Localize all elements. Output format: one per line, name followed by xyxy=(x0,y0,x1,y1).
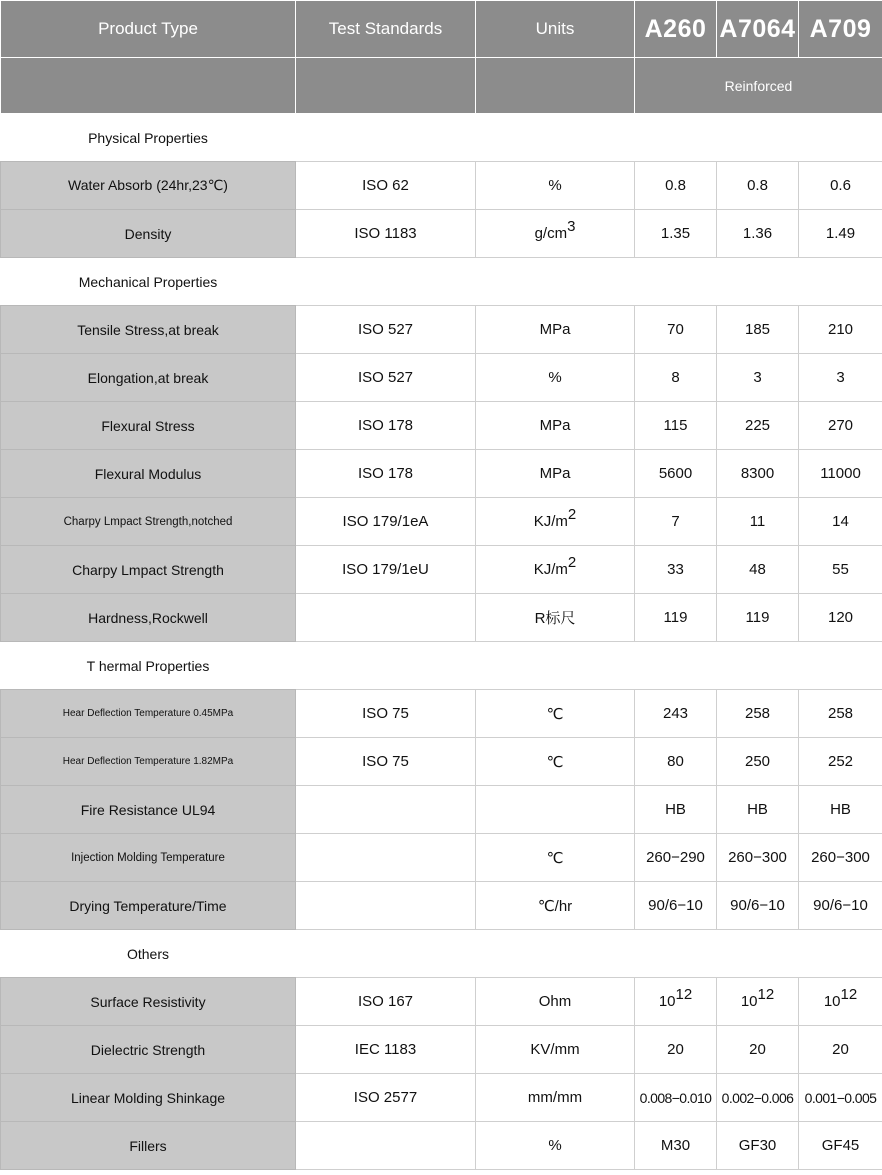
test-standard: ISO 167 xyxy=(296,978,476,1026)
value-cell xyxy=(717,786,799,834)
value-text: 119 xyxy=(745,609,770,626)
table-row xyxy=(1,498,882,546)
value-text: 90/6−10 xyxy=(730,897,785,914)
value-text: 8 xyxy=(671,369,680,386)
test-standard xyxy=(296,882,476,930)
value-text: 185 xyxy=(744,321,771,338)
value-cell xyxy=(799,1074,882,1122)
grade-header-a709: A709 xyxy=(799,1,882,58)
test-standard: ISO 75 xyxy=(296,690,476,738)
property-name: Surface Resistivity xyxy=(1,978,296,1026)
table-row xyxy=(1,162,882,210)
value-text: HB xyxy=(665,801,686,818)
value-cell xyxy=(717,1026,799,1074)
property-name: Elongation,at break xyxy=(1,354,296,402)
value-text: HB xyxy=(830,801,851,818)
value-cell xyxy=(799,1026,882,1074)
property-name: Hear Deflection Temperature 0.45MPa xyxy=(1,690,296,738)
property-name: Injection Molding Temperature xyxy=(1,834,296,882)
value-cell xyxy=(635,594,717,642)
value-text: 260−300 xyxy=(728,849,787,866)
value-cell xyxy=(635,162,717,210)
unit-superscript: 3 xyxy=(567,218,576,235)
value-cell xyxy=(799,306,882,354)
value-cell xyxy=(717,978,799,1026)
unit-text: % xyxy=(548,1137,562,1154)
value-text: 33 xyxy=(667,561,684,578)
unit xyxy=(476,546,635,594)
reinforced-label: Reinforced xyxy=(635,58,882,114)
test-standard: ISO 178 xyxy=(296,450,476,498)
value-text: 119 xyxy=(663,609,688,626)
value-text: 258 xyxy=(827,705,854,722)
value-cell xyxy=(799,402,882,450)
value-cell xyxy=(799,786,882,834)
unit-superscript: 2 xyxy=(567,506,577,523)
unit xyxy=(476,162,635,210)
section-spacer xyxy=(296,114,882,162)
property-name: Flexural Modulus xyxy=(1,450,296,498)
value-text: 20 xyxy=(667,1041,684,1058)
value-text: 3 xyxy=(836,369,845,386)
value-text: 80 xyxy=(667,753,684,770)
property-name: Water Absorb (24hr,23℃) xyxy=(1,162,296,210)
value-text: GF30 xyxy=(738,1137,777,1154)
property-name: Hear Deflection Temperature 1.82MPa xyxy=(1,738,296,786)
value-text: 0.002−0.006 xyxy=(721,1089,794,1106)
value-cell xyxy=(635,306,717,354)
value-cell xyxy=(635,450,717,498)
value-text: 10 xyxy=(823,993,841,1010)
test-standard xyxy=(296,834,476,882)
unit-text: % xyxy=(548,369,562,386)
value-text: 0.8 xyxy=(665,177,686,194)
unit xyxy=(476,1122,635,1170)
product-type-header: Product Type xyxy=(1,1,296,58)
value-cell xyxy=(799,210,882,258)
value-superscript: 12 xyxy=(840,986,858,1003)
value-cell xyxy=(635,786,717,834)
value-text: 7 xyxy=(671,513,680,530)
table-row xyxy=(1,978,882,1026)
test-standard: ISO 62 xyxy=(296,162,476,210)
value-text: 1.36 xyxy=(742,225,773,242)
test-standard: ISO 178 xyxy=(296,402,476,450)
table-row xyxy=(1,1026,882,1074)
unit xyxy=(476,450,635,498)
property-name: Fillers xyxy=(1,1122,296,1170)
value-cell xyxy=(717,210,799,258)
value-text: 0.8 xyxy=(747,177,768,194)
value-cell xyxy=(799,882,882,930)
value-text: 1.49 xyxy=(825,225,856,242)
test-standard: ISO 1183 xyxy=(296,210,476,258)
value-text: HB xyxy=(747,801,768,818)
value-cell xyxy=(635,402,717,450)
value-cell xyxy=(717,1074,799,1122)
value-text: 210 xyxy=(827,321,854,338)
grade-header-a260: A260 xyxy=(635,1,717,58)
section-row xyxy=(1,258,882,306)
value-cell xyxy=(635,210,717,258)
unit xyxy=(476,786,635,834)
value-text: 260−300 xyxy=(811,849,870,866)
value-text: 1.35 xyxy=(660,225,691,242)
value-text: 8300 xyxy=(740,465,775,482)
section-title: Physical Properties xyxy=(88,129,208,146)
property-name: Tensile Stress,at break xyxy=(1,306,296,354)
table-row xyxy=(1,450,882,498)
property-name: Linear Molding Shinkage xyxy=(1,1074,296,1122)
test-standard: ISO 527 xyxy=(296,354,476,402)
value-cell xyxy=(717,162,799,210)
subheader-empty xyxy=(1,58,296,114)
property-name: Drying Temperature/Time xyxy=(1,882,296,930)
test-standards-header: Test Standards xyxy=(296,1,476,58)
value-text: 0.6 xyxy=(830,177,851,194)
unit xyxy=(476,306,635,354)
value-text: 250 xyxy=(744,753,771,770)
value-superscript: 12 xyxy=(675,986,693,1003)
unit-text: MPa xyxy=(539,465,571,482)
value-text: 0.008−0.010 xyxy=(639,1089,712,1106)
unit-text: Ohm xyxy=(538,993,572,1010)
value-cell xyxy=(635,546,717,594)
unit xyxy=(476,1026,635,1074)
units-header: Units xyxy=(476,1,635,58)
value-cell xyxy=(717,546,799,594)
value-cell xyxy=(799,450,882,498)
value-cell xyxy=(635,1122,717,1170)
subheader-row xyxy=(1,58,882,114)
table-row xyxy=(1,882,882,930)
section-spacer xyxy=(296,258,882,306)
value-cell xyxy=(635,498,717,546)
value-cell xyxy=(799,738,882,786)
section-row xyxy=(1,114,882,162)
value-text: 48 xyxy=(749,561,766,578)
table-row xyxy=(1,690,882,738)
value-cell xyxy=(799,834,882,882)
section-title: T hermal Properties xyxy=(86,657,210,674)
value-cell xyxy=(717,450,799,498)
table-row xyxy=(1,1122,882,1170)
table-row xyxy=(1,834,882,882)
value-cell xyxy=(717,594,799,642)
test-standard xyxy=(296,1122,476,1170)
value-cell xyxy=(717,1122,799,1170)
unit-superscript: 2 xyxy=(567,554,577,571)
value-text: 20 xyxy=(749,1041,766,1058)
unit-text: KJ/m xyxy=(533,561,568,578)
unit xyxy=(476,402,635,450)
value-text: 70 xyxy=(667,321,684,338)
unit-text: ℃ xyxy=(546,753,564,771)
unit xyxy=(476,978,635,1026)
value-cell xyxy=(799,1122,882,1170)
unit-text: ℃ xyxy=(546,705,564,723)
property-name: Fire Resistance UL94 xyxy=(1,786,296,834)
unit xyxy=(476,1074,635,1122)
test-standard: ISO 75 xyxy=(296,738,476,786)
value-text: M30 xyxy=(660,1137,691,1154)
table-row xyxy=(1,1074,882,1122)
section-row xyxy=(1,930,882,978)
table-row xyxy=(1,402,882,450)
subheader-empty xyxy=(476,58,635,114)
value-text: 225 xyxy=(744,417,771,434)
table-row xyxy=(1,786,882,834)
value-text: 90/6−10 xyxy=(648,897,703,914)
value-text: 270 xyxy=(827,417,854,434)
table-row xyxy=(1,738,882,786)
test-standard: ISO 2577 xyxy=(296,1074,476,1122)
value-cell xyxy=(717,834,799,882)
grade-header-a7064: A7064 xyxy=(717,1,799,58)
value-text: 243 xyxy=(662,705,689,722)
section-spacer xyxy=(296,642,882,690)
value-text: 20 xyxy=(832,1041,849,1058)
value-cell xyxy=(799,498,882,546)
table-row xyxy=(1,546,882,594)
value-cell xyxy=(799,594,882,642)
section-title: Mechanical Properties xyxy=(78,273,218,290)
value-cell xyxy=(635,978,717,1026)
value-cell xyxy=(717,402,799,450)
value-superscript: 12 xyxy=(757,986,775,1003)
unit-text: KJ/m xyxy=(533,513,568,530)
property-name: Hardness,Rockwell xyxy=(1,594,296,642)
unit-text: g/cm xyxy=(534,225,568,242)
test-standard: ISO 179/1eA xyxy=(296,498,476,546)
section-spacer xyxy=(296,930,882,978)
unit-text: KV/mm xyxy=(530,1041,580,1058)
value-cell xyxy=(635,834,717,882)
value-cell xyxy=(635,1074,717,1122)
value-cell xyxy=(799,354,882,402)
value-text: 0.001−0.005 xyxy=(804,1089,877,1106)
unit xyxy=(476,594,635,642)
unit-text: % xyxy=(548,177,562,194)
unit xyxy=(476,210,635,258)
unit xyxy=(476,690,635,738)
section-row xyxy=(1,642,882,690)
test-standard: ISO 527 xyxy=(296,306,476,354)
value-text: 90/6−10 xyxy=(813,897,868,914)
test-standard: IEC 1183 xyxy=(296,1026,476,1074)
value-text: 258 xyxy=(744,705,771,722)
unit xyxy=(476,834,635,882)
value-cell xyxy=(799,162,882,210)
value-cell xyxy=(635,738,717,786)
test-standard xyxy=(296,786,476,834)
unit xyxy=(476,882,635,930)
value-text: 14 xyxy=(832,513,849,530)
unit-text: ℃/hr xyxy=(537,897,573,915)
value-cell xyxy=(717,738,799,786)
value-text: GF45 xyxy=(821,1137,860,1154)
value-cell xyxy=(717,354,799,402)
value-text: 11 xyxy=(749,513,766,530)
value-text: 5600 xyxy=(658,465,693,482)
table-row xyxy=(1,594,882,642)
unit-text: MPa xyxy=(539,417,571,434)
value-cell xyxy=(635,1026,717,1074)
value-cell xyxy=(635,354,717,402)
value-text: 10 xyxy=(740,993,758,1010)
test-standard xyxy=(296,594,476,642)
test-standard: ISO 179/1eU xyxy=(296,546,476,594)
value-cell xyxy=(635,690,717,738)
property-name: Charpy Lmpact Strength xyxy=(1,546,296,594)
value-cell xyxy=(799,690,882,738)
value-text: 11000 xyxy=(820,465,861,482)
value-text: 3 xyxy=(753,369,762,386)
table-row xyxy=(1,306,882,354)
unit-text: mm/mm xyxy=(527,1089,583,1106)
property-name: Flexural Stress xyxy=(1,402,296,450)
property-name: Dielectric Strength xyxy=(1,1026,296,1074)
header-row xyxy=(1,1,882,58)
section-title: Others xyxy=(126,945,169,962)
unit-text: ℃ xyxy=(546,849,564,867)
value-text: 252 xyxy=(827,753,854,770)
unit-text: R标尺 xyxy=(534,610,576,627)
value-text: 120 xyxy=(827,609,854,626)
value-cell xyxy=(717,498,799,546)
value-cell xyxy=(635,882,717,930)
value-cell xyxy=(799,546,882,594)
value-cell xyxy=(717,882,799,930)
subheader-empty xyxy=(296,58,476,114)
property-name: Density xyxy=(1,210,296,258)
value-text: 10 xyxy=(658,993,676,1010)
table-row xyxy=(1,354,882,402)
value-text: 260−290 xyxy=(646,849,705,866)
value-cell xyxy=(799,978,882,1026)
unit xyxy=(476,498,635,546)
value-text: 115 xyxy=(663,417,688,434)
table-row xyxy=(1,210,882,258)
value-cell xyxy=(717,306,799,354)
value-cell xyxy=(717,690,799,738)
property-name: Charpy Lmpact Strength,notched xyxy=(1,498,296,546)
value-text: 55 xyxy=(832,561,849,578)
unit xyxy=(476,354,635,402)
unit-text: MPa xyxy=(539,321,571,338)
unit xyxy=(476,738,635,786)
